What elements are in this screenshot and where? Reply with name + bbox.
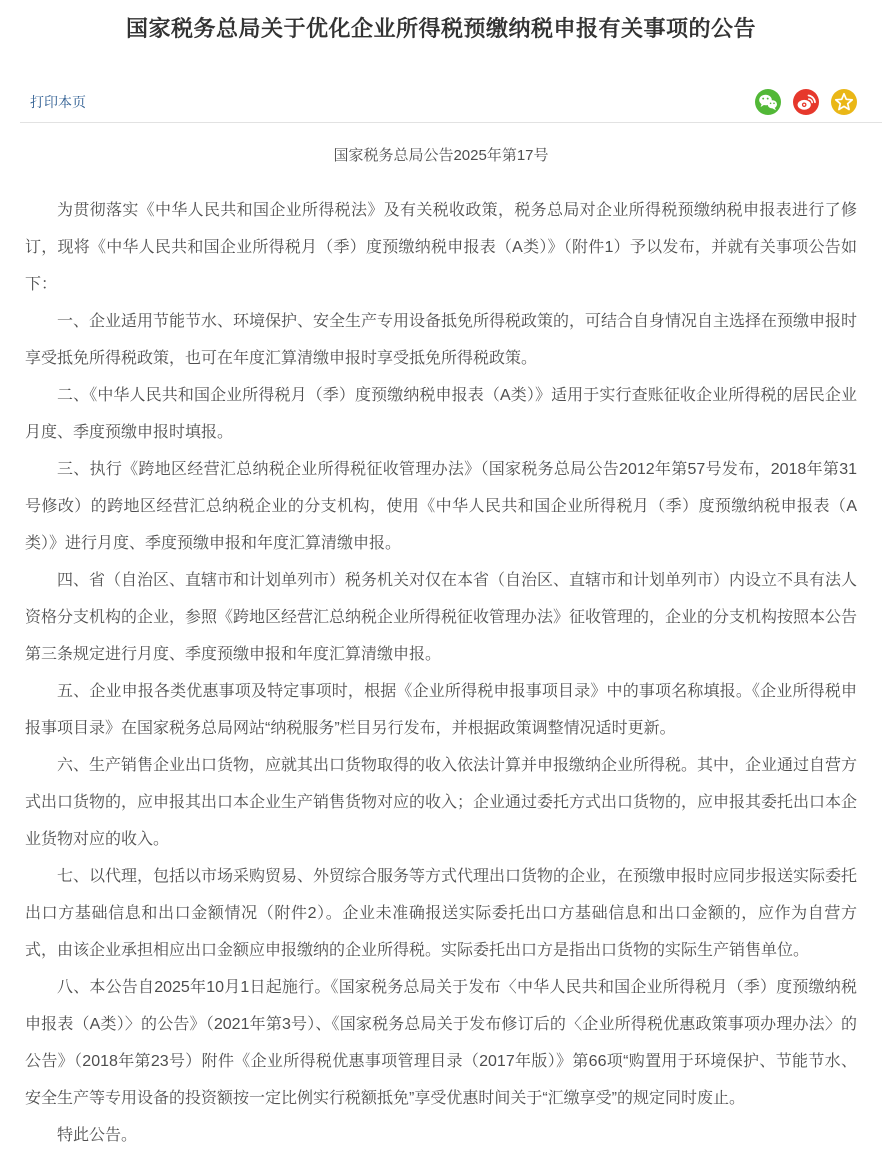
announcement-paragraph: 六、生产销售企业出口货物，应就其出口货物取得的收入依法计算并申报缴纳企业所得税。其中，企业通过自营方式出口货物的，应申报其出口本企业生产销售货物对应的收入；企业通过委托方式出口货物的，应申报其委托出口本企业货物对应的收入。 xyxy=(25,757,858,848)
announcement-body xyxy=(25,192,857,1154)
announcement-paragraph: 二、《中华人民共和国企业所得税月（季）度预缴纳税申报表（A类）》适用于实行查账征收企业所得税的居民企业月度、季度预缴申报时填报。 xyxy=(25,387,857,441)
toolbar xyxy=(25,88,857,116)
horizontal-divider xyxy=(20,122,882,123)
announcement-paragraph: 三、执行《跨地区经营汇总纳税企业所得税征收管理办法》（国家税务总局公告2012年第57号发布，2018年第31号修改）的跨地区经营汇总纳税企业的分支机构，使用《中华人民共和国企业所得税月（季）度预缴纳税申报表（A类）》进行月度、季度预缴申报和年度汇算清缴申报。 xyxy=(25,461,857,552)
document-number: 国家税务总局公告2025年第17号 xyxy=(333,147,549,164)
share-icons-group xyxy=(755,89,857,115)
announcement-closing: 特此公告。 xyxy=(57,1127,138,1144)
print-page-link[interactable]: 打印本页 xyxy=(30,94,86,110)
announcement-paragraph: 为贯彻落实《中华人民共和国企业所得税法》及有关税收政策，税务总局对企业所得税预缴纳税申报表进行了修订，现将《中华人民共和国企业所得税月（季）度预缴纳税申报表（A类）》（附件1）予以发布，并就有关事项公告如下： xyxy=(25,202,857,293)
announcement-paragraph: 七、以代理，包括以市场采购贸易、外贸综合服务等方式代理出口货物的企业，在预缴申报时应同步报送实际委托出口方基础信息和出口金额情况（附件2）。企业未准确报送实际委托出口方基础信息和出口金额的，应作为自营方式，由该企业承担相应出口金额应申报缴纳的企业所得税。实际委托出口方是指出口货物的实际生产销售单位。 xyxy=(25,868,858,959)
weibo-share-icon[interactable] xyxy=(793,89,819,115)
announcement-paragraph: 四、省（自治区、直辖市和计划单列市）税务机关对仅在本省（自治区、直辖市和计划单列市）内设立不具有法人资格分支机构的企业，参照《跨地区经营汇总纳税企业所得税征收管理办法》征收管理的，企业的分支机构按照本公告第三条规定进行月度、季度预缴申报和年度汇算清缴申报。 xyxy=(25,572,858,663)
announcement-paragraph: 一、企业适用节能节水、环境保护、安全生产专用设备抵免所得税政策的，可结合自身情况自主选择在预缴申报时享受抵免所得税政策，也可在年度汇算清缴申报时享受抵免所得税政策。 xyxy=(25,313,858,367)
announcement-paragraph: 五、企业申报各类优惠事项及特定事项时，根据《企业所得税申报事项目录》中的事项名称填报。《企业所得税申报事项目录》在国家税务总局网站“纳税服务”栏目另行发布，并根据政策调整情况适时更新。 xyxy=(25,683,857,737)
favorite-star-icon[interactable] xyxy=(831,89,857,115)
wechat-share-icon[interactable] xyxy=(755,89,781,115)
page-title: 国家税务总局关于优化企业所得税预缴纳税申报有关事项的公告 xyxy=(125,16,756,41)
announcement-paragraph: 八、本公告自2025年10月1日起施行。《国家税务总局关于发布〈中华人民共和国企业所得税月（季）度预缴纳税申报表（A类）〉的公告》（2021年第3号）、《国家税务总局关于发布修订后的〈企业所得税优惠政策事项办理办法〉的公告》（2018年第23号）附件《企业所得税优惠事项管理目录（2017年版）》第66项“购置用于环境保护、节能节水、安全生产等专用设备的投资额按一定比例实行税额抵免”享受优惠时间关于“汇缴享受”的规定同时废止。 xyxy=(25,979,857,1107)
